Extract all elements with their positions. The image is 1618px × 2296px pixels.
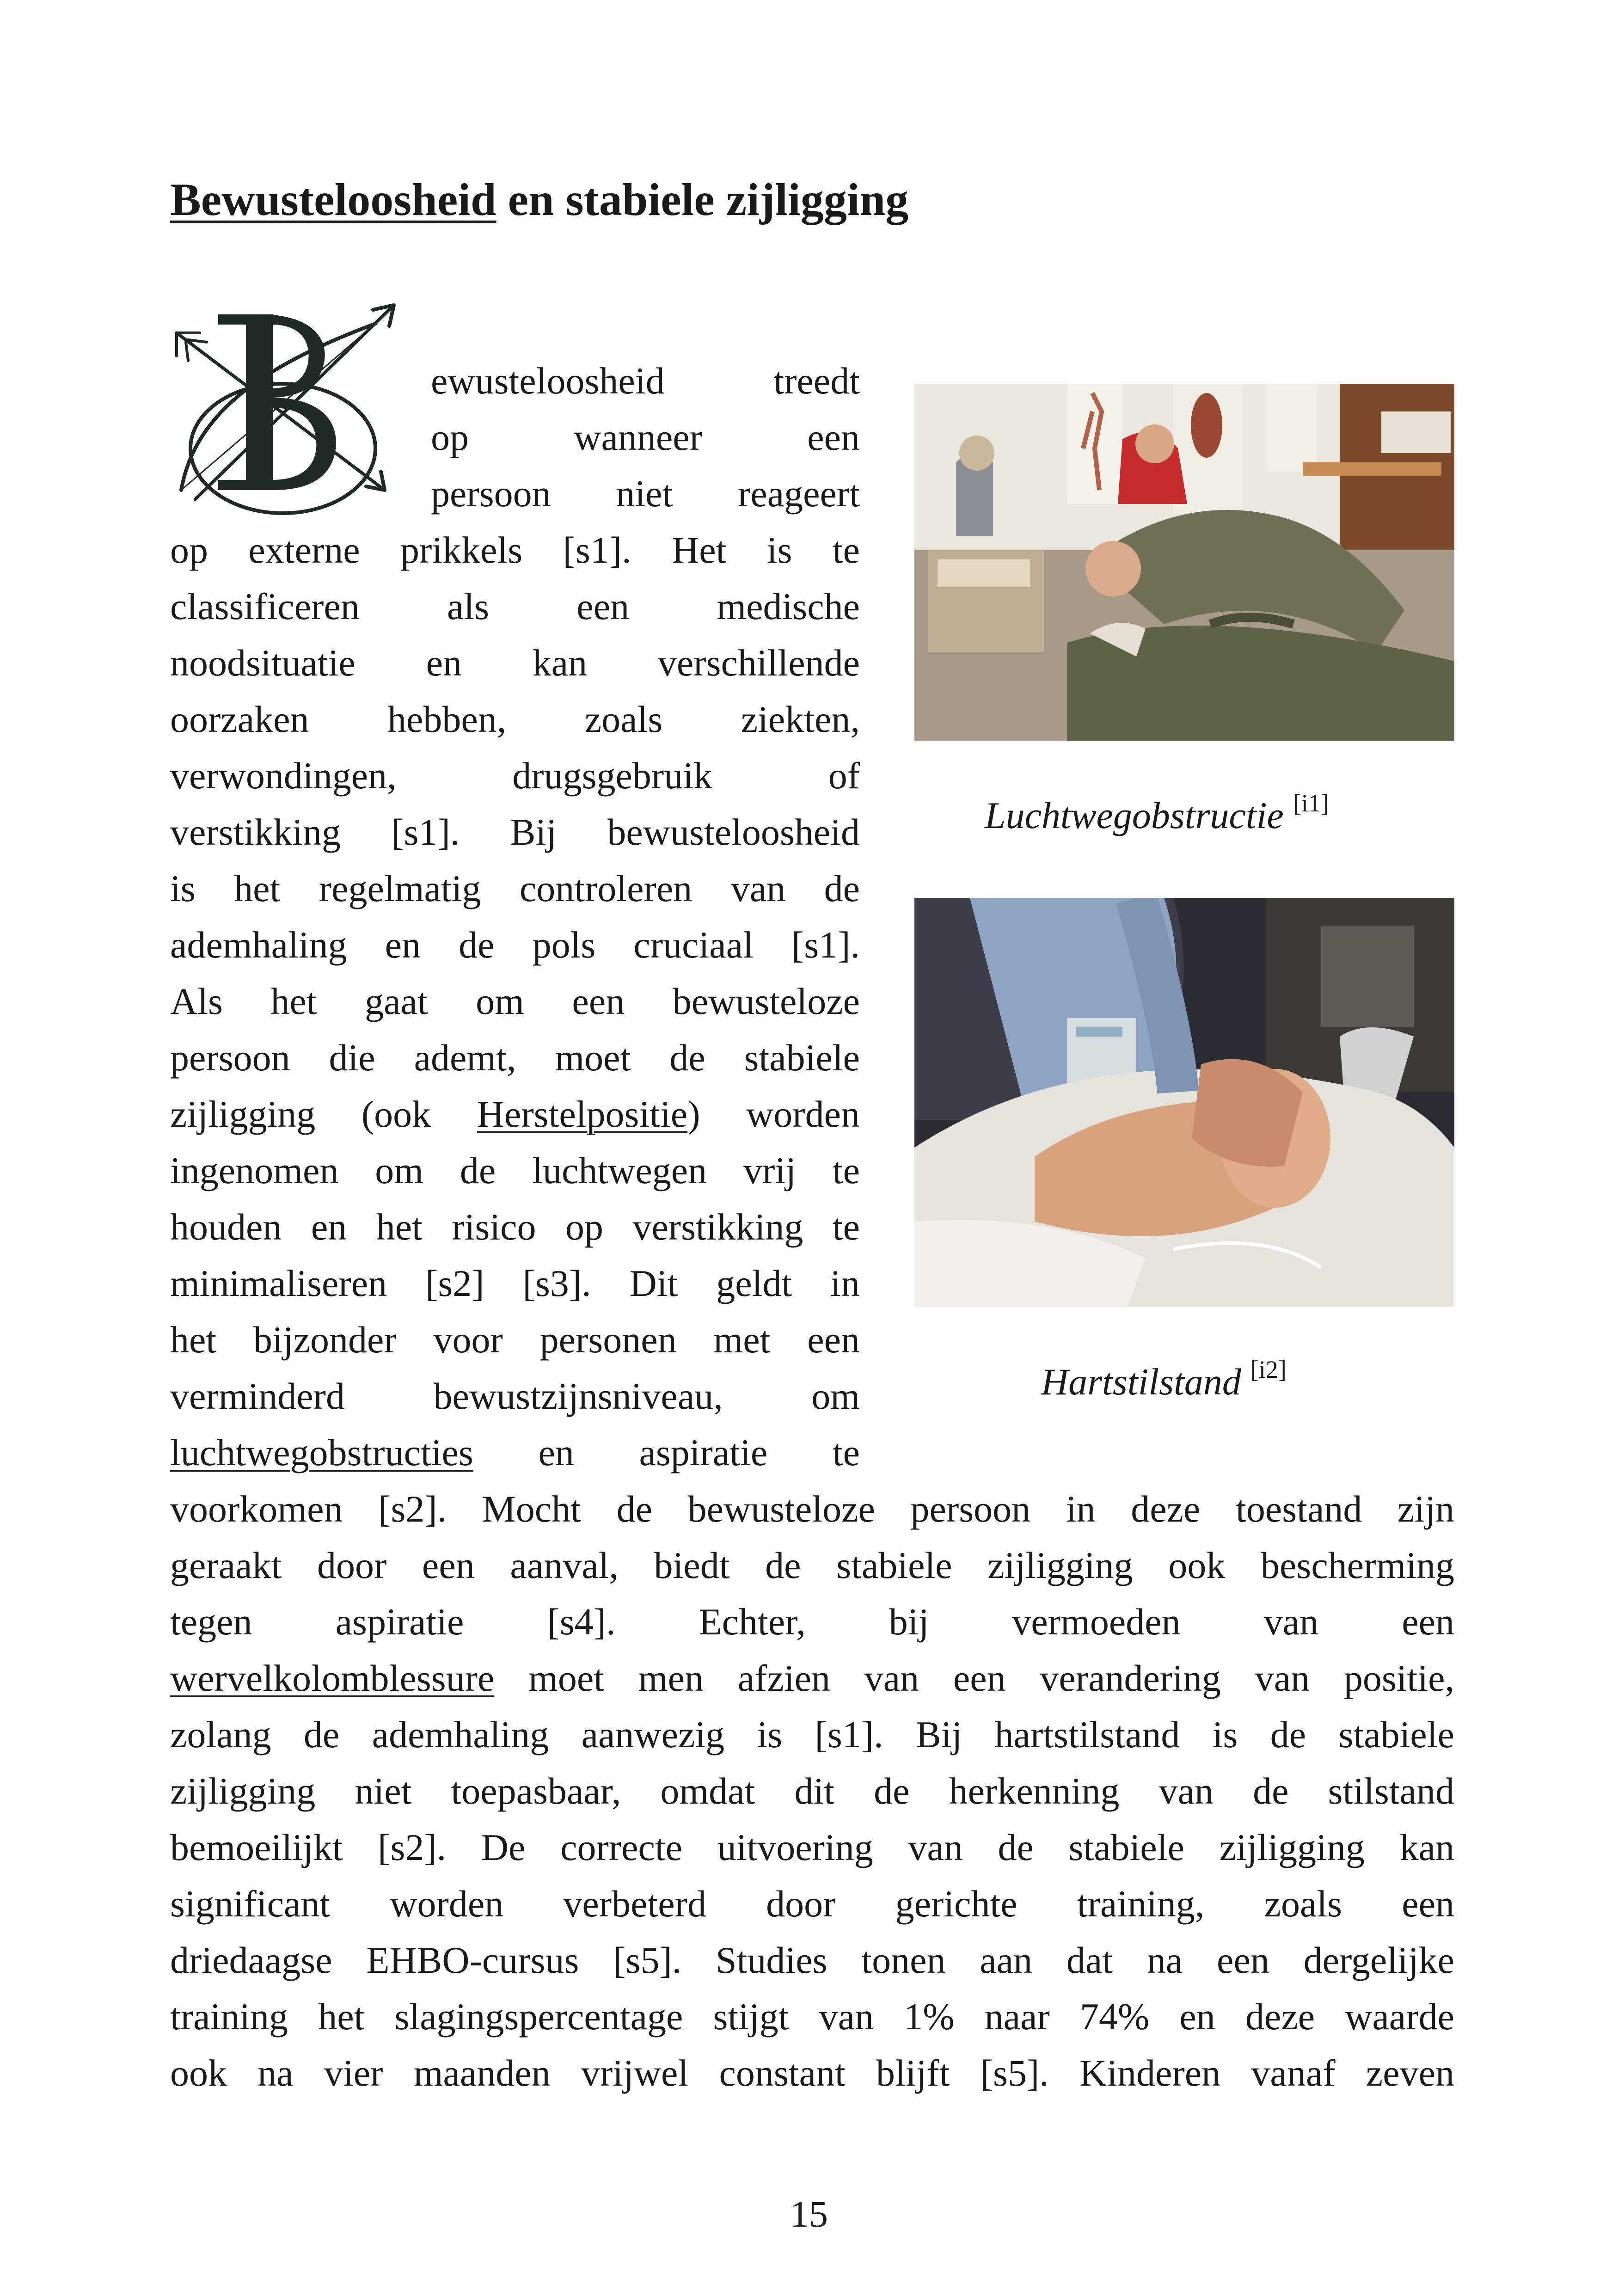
section-title (170, 172, 908, 227)
text-line: verminderd bewustzijnsniveau, om (170, 1375, 860, 1417)
image-ref[interactable]: [i1] (1293, 789, 1329, 817)
text-line (170, 1092, 860, 1137)
text-line: ademhaling en de pols cruciaal [s1]. (170, 924, 860, 966)
text-line: verstikking [s1]. Bij bewusteloosheid (170, 811, 860, 853)
text-segment: en aspiratie te (473, 1431, 860, 1473)
figure-hartstilstand-photo (914, 898, 1454, 1307)
figure-luchtwegobstructie-photo (914, 384, 1454, 741)
text-line: zijligging niet toepasbaar, omdat dit de herkenning van de stilstand (170, 1770, 1454, 1812)
text-segment: moet men afzien van een verandering van positie, (494, 1657, 1454, 1699)
link-herstelpositie[interactable]: Herstelpositie (477, 1093, 688, 1135)
text-line: significant worden verbeterd door gerichte training, zoals een (170, 1883, 1454, 1925)
title-rest: en stabiele zijligging (496, 174, 909, 225)
text-segment: zijligging (ook (170, 1093, 477, 1135)
text-line: voorkomen [s2]. Mocht de bewusteloze persoon in deze toestand zijn (170, 1488, 1454, 1530)
text-line: is het regelmatig controleren van de (170, 867, 860, 909)
text-line: training het slagingspercentage stijgt van 1% naar 74% en deze waarde (170, 1995, 1454, 2038)
link-wervelkolomblessure[interactable]: wervelkolomblessure (170, 1657, 495, 1699)
link-luchtwegobstructies[interactable]: luchtwegobstructies (170, 1431, 473, 1473)
text-line: verwondingen, drugsgebruik of (170, 755, 860, 797)
text-line: op wanneer een (431, 416, 860, 458)
text-line: houden en het risico op verstikking te (170, 1206, 860, 1248)
text-line: ook na vier maanden vrijwel constant blijft [s5]. Kinderen vanaf zeven (170, 2052, 1454, 2094)
figure-caption: Hartstilstand [i2] (1041, 1356, 1287, 1403)
text-line: minimaliseren [s2] [s3]. Dit geldt in (170, 1262, 860, 1304)
text-segment: ) worden (687, 1093, 860, 1135)
figure-caption: Luchtwegobstructie [i1] (985, 789, 1329, 836)
text-line: oorzaken hebben, zoals ziekten, (170, 698, 860, 740)
text-line: zolang de ademhaling aanwezig is [s1]. Bij hartstilstand is de stabiele (170, 1713, 1454, 1756)
text-line: bemoeilijkt [s2]. De correcte uitvoering van de stabiele zijligging kan (170, 1826, 1454, 1868)
text-line: classificeren als een medische (170, 585, 860, 627)
text-line: noodsituatie en kan verschillende (170, 642, 860, 684)
page-number: 15 (790, 2193, 828, 2235)
text-line: het bijzonder voor personen met een (170, 1319, 860, 1361)
text-line (170, 1656, 1454, 1701)
text-line: op externe prikkels [s1]. Het is te (170, 529, 860, 571)
text-line: Als het gaat om een bewusteloze (170, 980, 860, 1022)
text-line: geraakt door een aanval, biedt de stabiele zijligging ook bescherming (170, 1544, 1454, 1586)
dropcap-ornament-icon (167, 296, 408, 518)
image-ref[interactable]: [i2] (1250, 1356, 1287, 1383)
text-line (170, 1430, 860, 1475)
text-line: persoon die ademt, moet de stabiele (170, 1037, 860, 1079)
text-line: persoon niet reageert (431, 473, 860, 515)
title-link-bewusteloosheid[interactable]: Bewusteloosheid (170, 174, 496, 225)
text-line: ingenomen om de luchtwegen vrij te (170, 1149, 860, 1191)
text-line: driedaagse EHBO-cursus [s5]. Studies tonen aan dat na een dergelijke (170, 1939, 1454, 1981)
text-line: tegen aspiratie [s4]. Echter, bij vermoeden van een (170, 1601, 1454, 1643)
text-line: ewusteloosheid treedt (431, 360, 860, 402)
